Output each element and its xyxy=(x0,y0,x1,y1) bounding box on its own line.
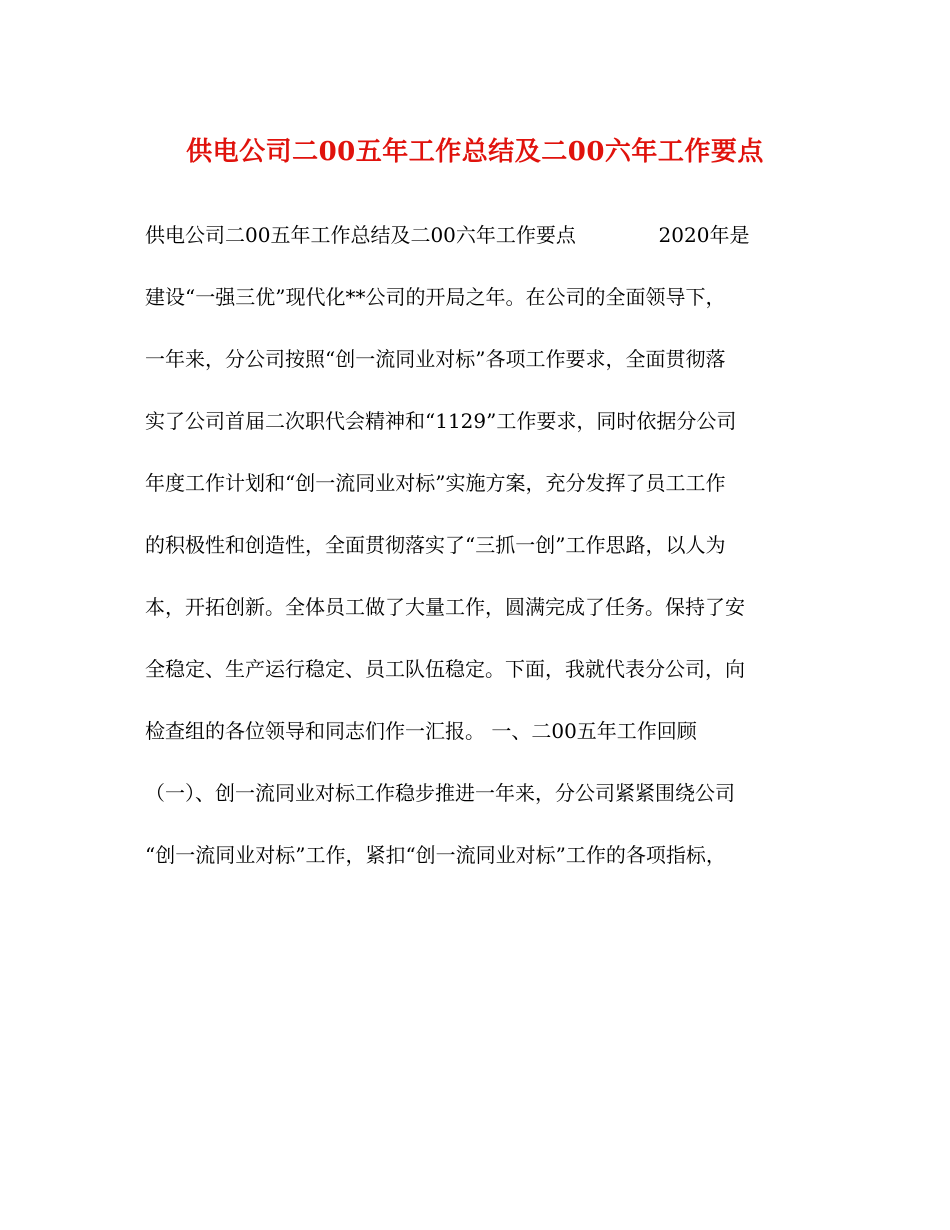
document-title: 供电公司二00五年工作总结及二00六年工作要点 xyxy=(186,137,764,167)
body-line: 检查组的各位领导和同志们作一汇报。 一、二00五年工作回顾 xyxy=(145,719,697,743)
body-line: 年度工作计划和“创一流同业对标”实施方案，充分发挥了员工工作 xyxy=(145,471,726,495)
body-line: 供电公司二00五年工作总结及二00六年工作要点 2020年是 xyxy=(145,223,750,247)
body-line: 的积极性和创造性，全面贯彻落实了“三抓一创”工作思路，以人为 xyxy=(145,533,726,557)
body-line: （一）、创一流同业对标工作稳步推进一年来，分公司紧紧围绕公司 xyxy=(145,781,735,805)
document-body xyxy=(145,215,810,897)
body-line: 全稳定、生产运行稳定、员工队伍稳定。下面，我就代表分公司，向 xyxy=(145,657,745,681)
body-line: 实了公司首届二次职代会精神和“1129”工作要求，同时依据分公司 xyxy=(145,409,737,433)
body-line: 本，开拓创新。全体员工做了大量工作，圆满完成了任务。保持了安 xyxy=(145,595,745,619)
body-line: 建设“一强三优”现代化**公司的开局之年。在公司的全面领导下， xyxy=(145,285,726,309)
body-line: 一年来，分公司按照“创一流同业对标”各项工作要求，全面贯彻落 xyxy=(145,347,726,371)
body-line: “创一流同业对标”工作，紧扣“创一流同业对标”工作的各项指标， xyxy=(145,843,726,867)
